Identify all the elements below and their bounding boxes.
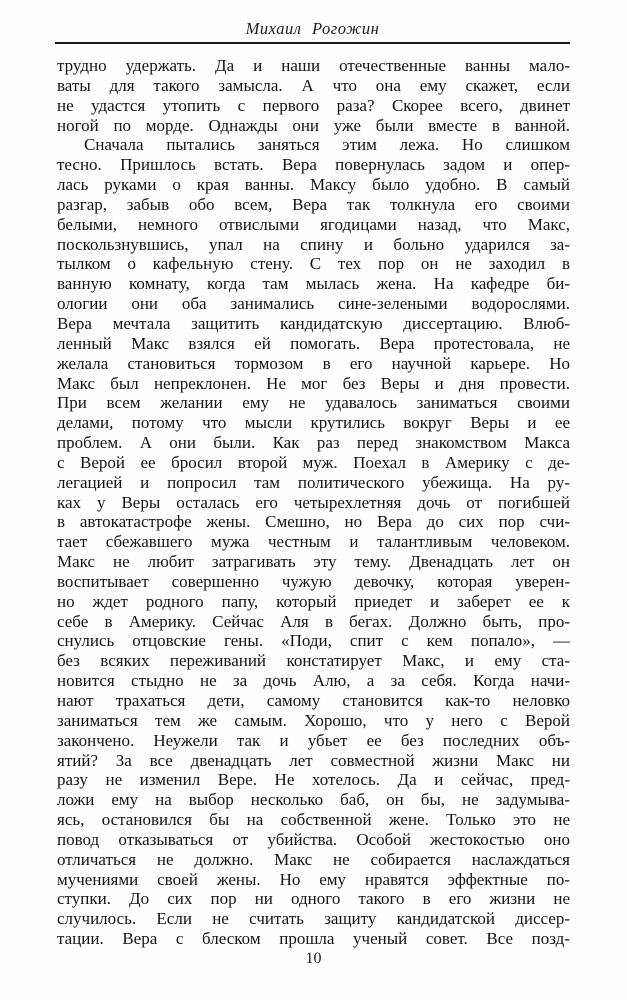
text-line: ятий? За все двенадцать лет совместной жизни Макс ни: [57, 750, 570, 770]
text-line: заниматься тем же самым. Хорошо, что у него с Верой: [57, 710, 570, 730]
text-line: ногой по морде. Однажды они уже были вместе в ванной.: [57, 115, 570, 135]
text-line: снулись отцовские гены. «Поди, спит с кем попало», —: [57, 631, 570, 651]
text-line: Макс не любит затрагивать эту тему. Двенадцать лет он: [57, 552, 570, 572]
text-line: разу не изменил Вере. Не хотелось. Да и сейчас, пред-: [57, 770, 570, 790]
text-line: трудно удержать. Да и наши отечественные ванны мало-: [57, 56, 570, 75]
text-line: воспитывает совершенно чужую девочку, которая уверен-: [57, 571, 570, 591]
text-line: не удастся утопить с первого раза? Скорее всего, двинет: [57, 95, 570, 115]
header-rule-divider: [55, 42, 570, 44]
text-line: но ждет родного папу, который приедет и заберет ее к: [57, 591, 570, 611]
text-line: Сначала пытались заняться этим лежа. Но слишком: [84, 135, 570, 155]
text-line: проблем. А они были. Как раз перед знакомством Макса: [57, 433, 570, 453]
text-line: тает сбежавшего мужа честным и талантливым человеком.: [57, 532, 570, 552]
text-line: себе в Америку. Сейчас Аля в бегах. Должно быть, про-: [57, 611, 570, 631]
text-line: отличаться не должно. Макс не собирается наслаждаться: [57, 849, 570, 869]
text-line: в автокатастрофе жены. Смешно, но Вера до сих пор счи-: [57, 512, 570, 532]
text-line: лась руками о края ванны. Максу было удобно. В самый: [57, 175, 570, 195]
text-line: ванную комнату, когда там мылась жена. На кафедре би-: [57, 274, 570, 294]
text-line: Вера мечтала защитить кандидатскую диссертацию. Влюб-: [57, 313, 570, 333]
text-line: тесно. Пришлось встать. Вера повернулась задом и опер-: [57, 155, 570, 175]
text-line: случилось. Если не считать защиту кандидатской диссер-: [57, 909, 570, 929]
text-line: Макс был непреклонен. Не мог без Веры и дня провести.: [57, 373, 570, 393]
text-line: без всяких переживаний констатирует Макс, и ему ста-: [57, 651, 570, 671]
text-line: поскользнувшись, упал на спину и больно ударился за-: [57, 234, 570, 254]
text-line: ваты для такого замысла. А что она ему скажет, если: [57, 75, 570, 95]
text-line: ясь, остановился бы на собственной жене. Только это не: [57, 810, 570, 830]
text-line: закончено. Неужели так и убьет ее без последних объ-: [57, 730, 570, 750]
text-line: ложи ему на выбор несколько баб, он бы, не задумыва-: [57, 790, 570, 810]
text-line: с Верой ее бросил второй муж. Поехал в Америку с де-: [57, 452, 570, 472]
text-line: нают трахаться дети, самому становится как-то неловко: [57, 691, 570, 710]
text-line: ступки. До сих пор ни одного такого в его жизни не: [57, 889, 570, 909]
page-body-text: [57, 56, 570, 949]
text-line: повод отказываться от убийства. Особой жестокостью оно: [57, 829, 570, 849]
text-line: новится стыдно не за дочь Алю, а за себя. Когда начи-: [57, 671, 570, 691]
text-line: ленный Макс взялся ей помогать. Вера протестовала, не: [57, 333, 570, 353]
page-number: 10: [305, 950, 322, 967]
text-line: желала становиться тормозом в его научной карьере. Но: [57, 353, 570, 373]
text-line: ологии они оба занимались сине-зелеными водорослями.: [57, 294, 570, 314]
text-line: делами, потому что мысли крутились вокруг Веры и ее: [57, 413, 570, 433]
text-line: белыми, немного отвислыми ягодицами назад, что Макс,: [57, 214, 570, 234]
text-line: легацией и попросил там политического убежища. На ру-: [57, 472, 570, 492]
paragraph: [57, 135, 570, 949]
running-head-author: Михаил Рогожин: [245, 19, 380, 38]
text-line: мучениями своей жены. Но ему нравятся эффектные по-: [57, 869, 570, 889]
text-line: При всем желании ему не удавалось заниматься своими: [57, 393, 570, 413]
text-line: ках у Веры осталась его четырехлетняя дочь от погибшей: [57, 492, 570, 512]
text-line: разгар, забыв обо всем, Вера так толкнула его своими: [57, 194, 570, 214]
paragraph: [57, 56, 570, 135]
text-line: тылком о кафельную стену. С тех пор он не заходил в: [57, 254, 570, 274]
text-line: тации. Вера с блеском прошла ученый совет. Все позд-: [57, 929, 570, 949]
